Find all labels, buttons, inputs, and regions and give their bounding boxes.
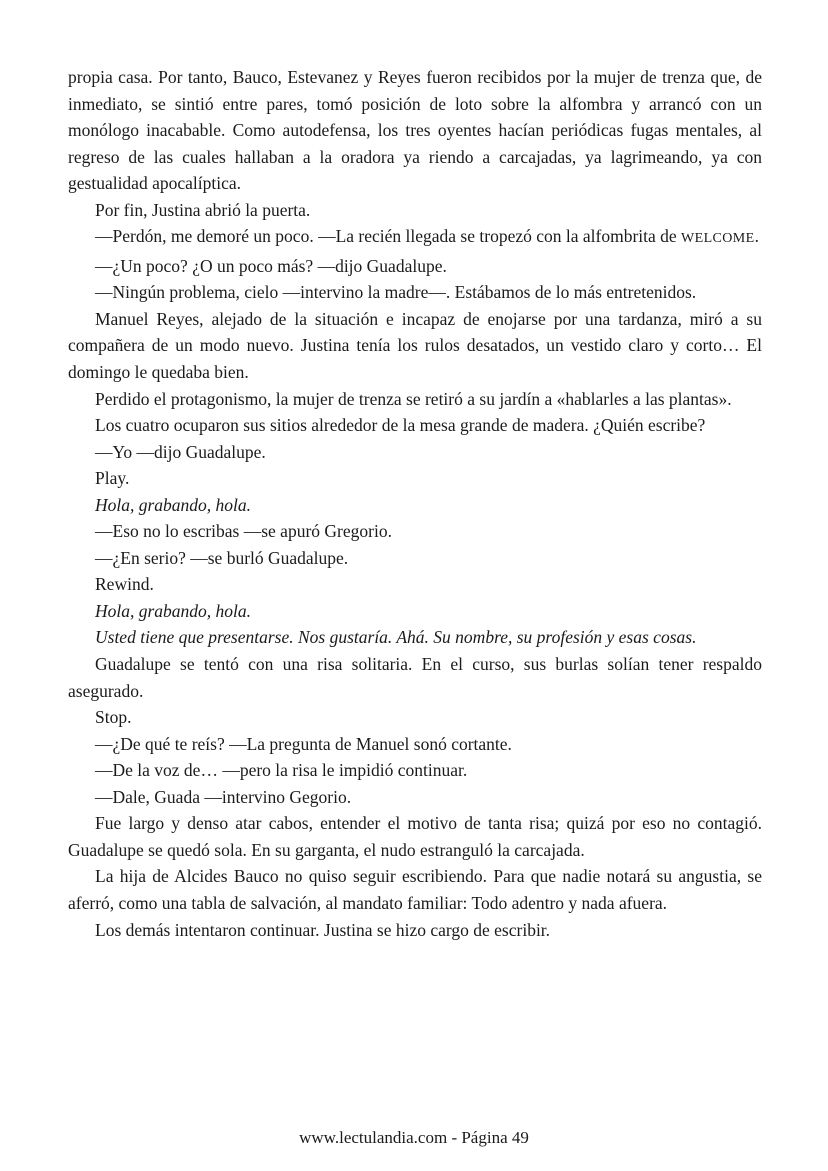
text-run: Hola, grabando, hola. xyxy=(95,600,252,621)
paragraph xyxy=(68,253,762,280)
text-run: —¿De qué te reís? —La pregunta de Manuel sonó cortante. xyxy=(95,733,512,754)
text-run: —¿Un poco? ¿O un poco más? —dijo Guadalupe. xyxy=(95,255,447,276)
text-run: Stop. xyxy=(95,707,132,728)
paragraph xyxy=(68,223,762,253)
text-run: Rewind. xyxy=(95,574,154,595)
footer-text: www.lectulandia.com - Página 49 xyxy=(299,1128,529,1147)
paragraph xyxy=(68,624,762,651)
paragraph xyxy=(68,439,762,466)
paragraph xyxy=(68,917,762,944)
paragraph xyxy=(68,64,762,197)
text-run: —De la voz de… —pero la risa le impidió continuar. xyxy=(95,760,468,781)
text-run: —¿En serio? —se burló Guadalupe. xyxy=(95,547,349,568)
paragraph xyxy=(68,545,762,572)
text-run: Los demás intentaron continuar. Justina se hizo cargo de escribir. xyxy=(95,919,551,940)
page-footer xyxy=(0,1126,828,1150)
text-run: Fue largo y denso atar cabos, entender el motivo de tanta risa; quizá por eso no contagió. Guadalupe se quedó sola. En su garganta, el nudo estranguló la carcajada. xyxy=(68,813,762,860)
paragraph xyxy=(68,704,762,731)
paragraph xyxy=(68,757,762,784)
text-run: —Eso no lo escribas —se apuró Gregorio. xyxy=(95,521,392,542)
smallcaps-text-run: WELCOME xyxy=(681,231,755,247)
paragraph xyxy=(68,784,762,811)
paragraph xyxy=(68,492,762,519)
text-run: . xyxy=(754,226,759,247)
text-run: Guadalupe se tentó con una risa solitaria. En el curso, sus burlas solían tener respaldo asegurado. xyxy=(68,654,762,701)
text-run: Manuel Reyes, alejado de la situación e incapaz de enojarse por una tardanza, miró a su compañera de un modo nuevo. Justina tenía los rulos desatados, un vestido claro y corto… El domingo le quedaba bien. xyxy=(68,308,762,383)
text-run: Perdido el protagonismo, la mujer de trenza se retiró a su jardín a «hablarles a las plantas». xyxy=(95,388,732,409)
paragraph xyxy=(68,598,762,625)
page-text xyxy=(68,64,762,943)
text-run: Hola, grabando, hola. xyxy=(95,494,252,515)
paragraph xyxy=(68,412,762,439)
paragraph xyxy=(68,651,762,704)
paragraph xyxy=(68,306,762,386)
text-run: Los cuatro ocuparon sus sitios alrededor de la mesa grande de madera. ¿Quién escribe? xyxy=(95,415,706,436)
paragraph xyxy=(68,863,762,916)
paragraph xyxy=(68,571,762,598)
text-run: Por fin, Justina abrió la puerta. xyxy=(95,199,311,220)
text-run: —Perdón, me demoré un poco. —La recién llegada se tropezó con la alfombrita de xyxy=(95,226,682,247)
text-run: La hija de Alcides Bauco no quiso seguir escribiendo. Para que nadie notará su angustia, se aferró, como una tabla de salvación, al mandato familiar: Todo adentro y nada afuera. xyxy=(68,866,762,913)
paragraph xyxy=(68,279,762,306)
text-run: Play. xyxy=(95,468,130,489)
paragraph xyxy=(68,518,762,545)
paragraph xyxy=(68,197,762,224)
text-run: propia casa. Por tanto, Bauco, Estevanez y Reyes fueron recibidos por la mujer de trenza que, de inmediato, se sintió entre pares, tomó posición de loto sobre la alfombra y arrancó con un monólogo inacabable. Como autodefensa, los tres oyentes hacían periódicas fugas mentales, al regreso de las cuales hallaban a la oradora ya riendo a carcajadas, ya lagrimeando, ya con gestualidad apocalíptica. xyxy=(68,67,762,194)
paragraph xyxy=(68,465,762,492)
text-run: —Ningún problema, cielo —intervino la madre—. Estábamos de lo más entretenidos. xyxy=(95,282,697,303)
paragraph xyxy=(68,731,762,758)
text-run: —Yo —dijo Guadalupe. xyxy=(95,441,266,462)
text-run: —Dale, Guada —intervino Gegorio. xyxy=(95,786,352,807)
paragraph xyxy=(68,386,762,413)
paragraph xyxy=(68,810,762,863)
text-run: Usted tiene que presentarse. Nos gustaría. Ahá. Su nombre, su profesión y esas cosas. xyxy=(95,627,697,648)
